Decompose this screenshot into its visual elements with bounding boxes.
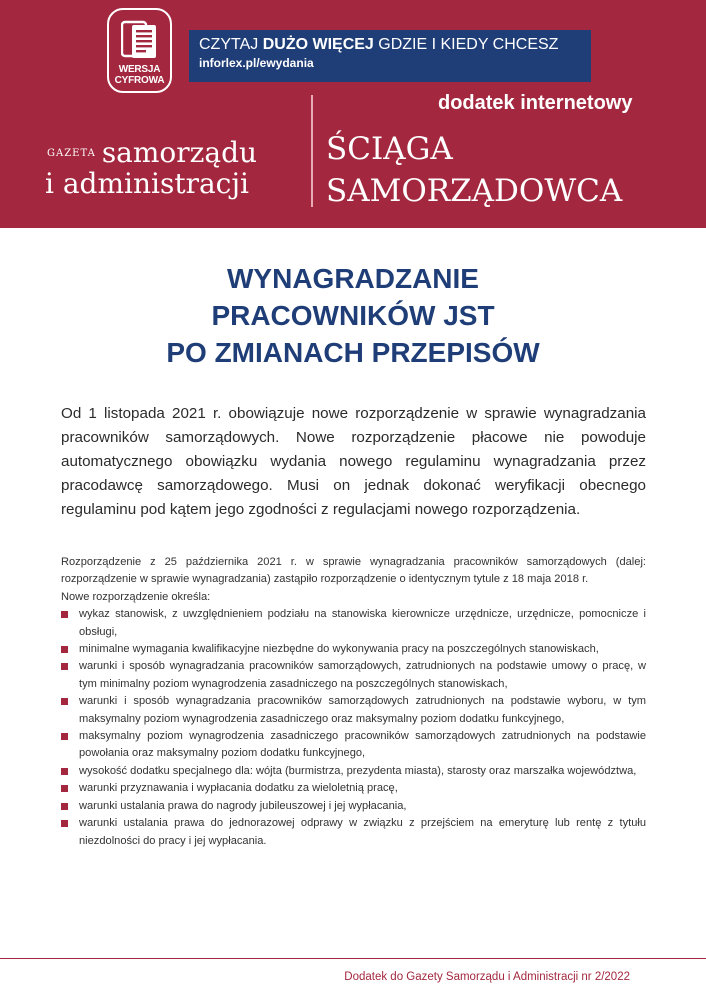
footer-divider [0, 958, 706, 959]
article-title: WYNAGRADZANIE PRACOWNIKÓW JST PO ZMIANACH PRZEPISÓW [166, 263, 540, 368]
bullet-square-icon [61, 611, 68, 618]
provisions-list [61, 606, 646, 850]
list-item: warunki ustalania prawa do jednorazowej odprawy w związku z przejściem na emeryturę lub rentę z tytułu niezdolności do pracy i jej wypłacania. [61, 815, 646, 850]
page-footer: Dodatek do Gazety Samorządu i Administracji nr 2/2022 [344, 971, 630, 983]
list-item: warunki i sposób wynagradzania pracowników samorządowych, zatrudnionych na podstawie umowy o pracę, w tym minimalny poziom wynagrodzenia zasadniczego na poszczególnych stanowiskach, [61, 658, 646, 693]
bullet-square-icon [61, 803, 68, 810]
promo-banner[interactable] [189, 30, 591, 82]
list-item: minimalne wymagania kwalifikacyjne niezbędne do wykonywania pracy na poszczególnych stanowiskach, [61, 641, 646, 658]
intro-paragraph: Rozporządzenie z 25 października 2021 r. w sprawie wynagradzania pracowników samorządowych (dalej: rozporządzenie w sprawie wynagradzania) zastąpiło rozporządzenie o identycznym tytule z 18 maja 2018 r. [61, 556, 646, 586]
article-lead: Od 1 listopada 2021 r. obowiązuje nowe rozporządzenie w sprawie wynagradzania pracowników samorządowych. Nowe rozporządzenie płacowe nie powoduje automatycznego obowiązku wydania nowego regulaminu wynagradzania przez pracodawcę samorządowego. Musi on jednak dokonać weryfikacji obecnego regulaminu pod kątem jego zgodności z regulacjami nowego rozporządzenia. [61, 405, 646, 518]
article-body [61, 554, 646, 850]
promo-headline: CZYTAJ DUŻO WIĘCEJ GDZIE I KIEDY CHCESZ [199, 36, 559, 53]
header-divider [311, 95, 313, 207]
promo-url[interactable]: inforlex.pl/ewydania [199, 56, 314, 70]
bullet-square-icon [61, 733, 68, 740]
bullet-square-icon [61, 646, 68, 653]
list-item: wysokość dodatku specjalnego dla: wójta (burmistrza, prezydenta miasta), starosty oraz marszałka województwa, [61, 763, 646, 780]
list-item: maksymalny poziom wynagrodzenia zasadniczego pracowników samorządowych zatrudnionych na podstawie powołania oraz maksymalny poziom dodatku funkcyjnego, [61, 728, 646, 763]
supplement-title: ŚCIĄGA SAMORZĄDOWCA [326, 131, 623, 209]
badge-label: WERSJA CYFROWA [114, 64, 165, 86]
tablet-document-icon [121, 20, 159, 60]
publication-logo: $^{GAZETA}$ samorządu i administracji [45, 136, 258, 200]
bullet-square-icon [61, 785, 68, 792]
list-item: warunki ustalania prawa do nagrody jubileuszowej i jej wypłacania, [61, 798, 646, 815]
list-item: wykaz stanowisk, z uwzględnieniem podziału na stanowiska kierownicze urzędnicze, urzędnicze, pomocnicze i obsługi, [61, 606, 646, 641]
list-intro: Nowe rozporządzenie określa: [61, 590, 211, 603]
supplement-label: dodatek internetowy [438, 92, 633, 114]
bullet-square-icon [61, 663, 68, 670]
bullet-square-icon [61, 768, 68, 775]
list-item: warunki i sposób wynagradzania pracowników samorządowych zatrudnionych na podstawie wyboru, w tym maksymalny poziom wynagrodzenia zasadniczego oraz maksymalny poziom dodatku funkcyjnego, [61, 693, 646, 728]
bullet-square-icon [61, 820, 68, 827]
digital-edition-badge[interactable] [107, 8, 172, 93]
bullet-square-icon [61, 698, 68, 705]
list-item: warunki przyznawania i wypłacania dodatku za wieloletnią pracę, [61, 780, 646, 797]
masthead [0, 0, 706, 228]
